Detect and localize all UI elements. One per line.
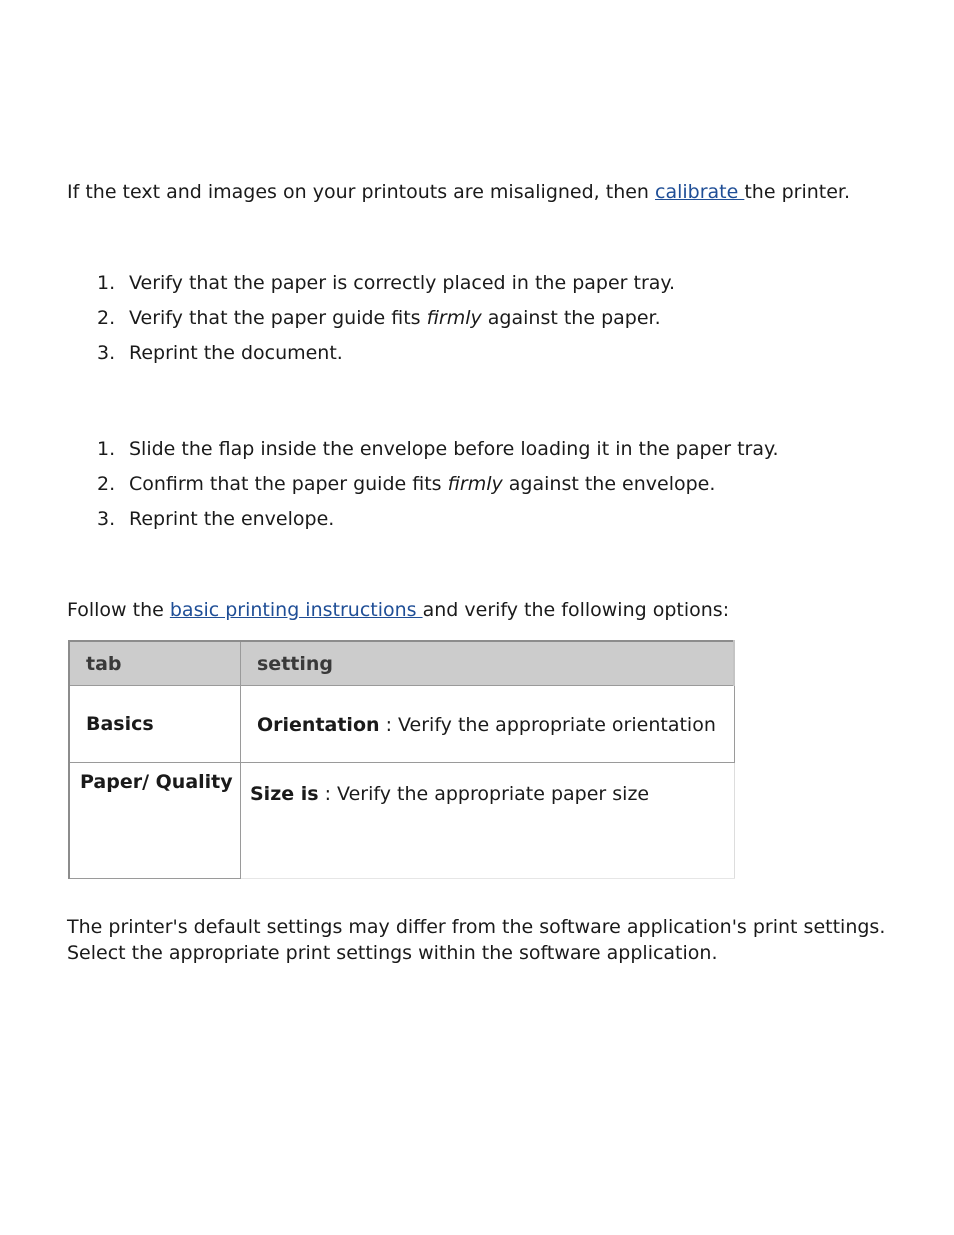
- step-number: 3.: [97, 508, 116, 530]
- setting-label: Size is: [250, 783, 319, 805]
- options-table: [68, 640, 735, 879]
- step-text-end: against the paper.: [481, 307, 661, 329]
- step-text: Verify that the paper is correctly placed in the paper tray.: [129, 272, 675, 294]
- step-emphasis: firmly: [447, 473, 503, 495]
- step-number: 3.: [97, 342, 116, 364]
- follow-text-before: Follow the: [67, 599, 170, 621]
- step-number: 1.: [97, 272, 116, 294]
- list-item: [67, 305, 675, 340]
- list-item: [67, 506, 779, 541]
- setting-cell: [241, 763, 735, 879]
- envelope-steps-list: [67, 436, 779, 541]
- step-text: Confirm that the paper guide fits: [129, 473, 448, 495]
- intro-text-before: If the text and images on your printouts are misaligned, then: [67, 181, 656, 203]
- setting-cell: [241, 686, 735, 763]
- table-row: [69, 763, 734, 879]
- closing-line-1: The printer's default settings may differ from the software application's print settings.: [67, 916, 886, 938]
- list-item: [67, 270, 675, 305]
- step-text: Reprint the envelope.: [129, 508, 335, 530]
- step-text: Verify that the paper guide fits: [129, 307, 427, 329]
- step-emphasis: firmly: [426, 307, 482, 329]
- closing-paragraph: [67, 914, 927, 966]
- tab-cell: Basics: [69, 686, 241, 763]
- intro-text-after: the printer.: [744, 181, 851, 203]
- step-number: 2.: [97, 307, 116, 329]
- basic-printing-instructions-link[interactable]: basic printing instructions: [169, 599, 423, 621]
- table-header-row: [69, 641, 734, 686]
- setting-label: Orientation: [257, 714, 380, 736]
- table-row: [69, 686, 734, 763]
- tab-cell: Paper/ Quality: [69, 763, 241, 879]
- step-text-end: against the envelope.: [502, 473, 716, 495]
- setting-text: : Verify the appropriate orientation: [379, 714, 716, 736]
- follow-paragraph: [67, 597, 729, 623]
- intro-paragraph: [67, 179, 850, 205]
- calibrate-link[interactable]: calibrate: [655, 181, 745, 203]
- step-number: 2.: [97, 473, 116, 495]
- header-setting: setting: [241, 641, 735, 686]
- header-tab: tab: [69, 641, 241, 686]
- closing-line-2: Select the appropriate print settings within the software application.: [67, 942, 718, 964]
- paper-steps-list: [67, 270, 675, 375]
- follow-text-after: and verify the following options:: [422, 599, 730, 621]
- setting-text: : Verify the appropriate paper size: [318, 783, 650, 805]
- step-text: Slide the flap inside the envelope before loading it in the paper tray.: [129, 438, 779, 460]
- list-item: [67, 471, 779, 506]
- list-item: [67, 436, 779, 471]
- list-item: [67, 340, 675, 375]
- step-text: Reprint the document.: [129, 342, 343, 364]
- step-number: 1.: [97, 438, 116, 460]
